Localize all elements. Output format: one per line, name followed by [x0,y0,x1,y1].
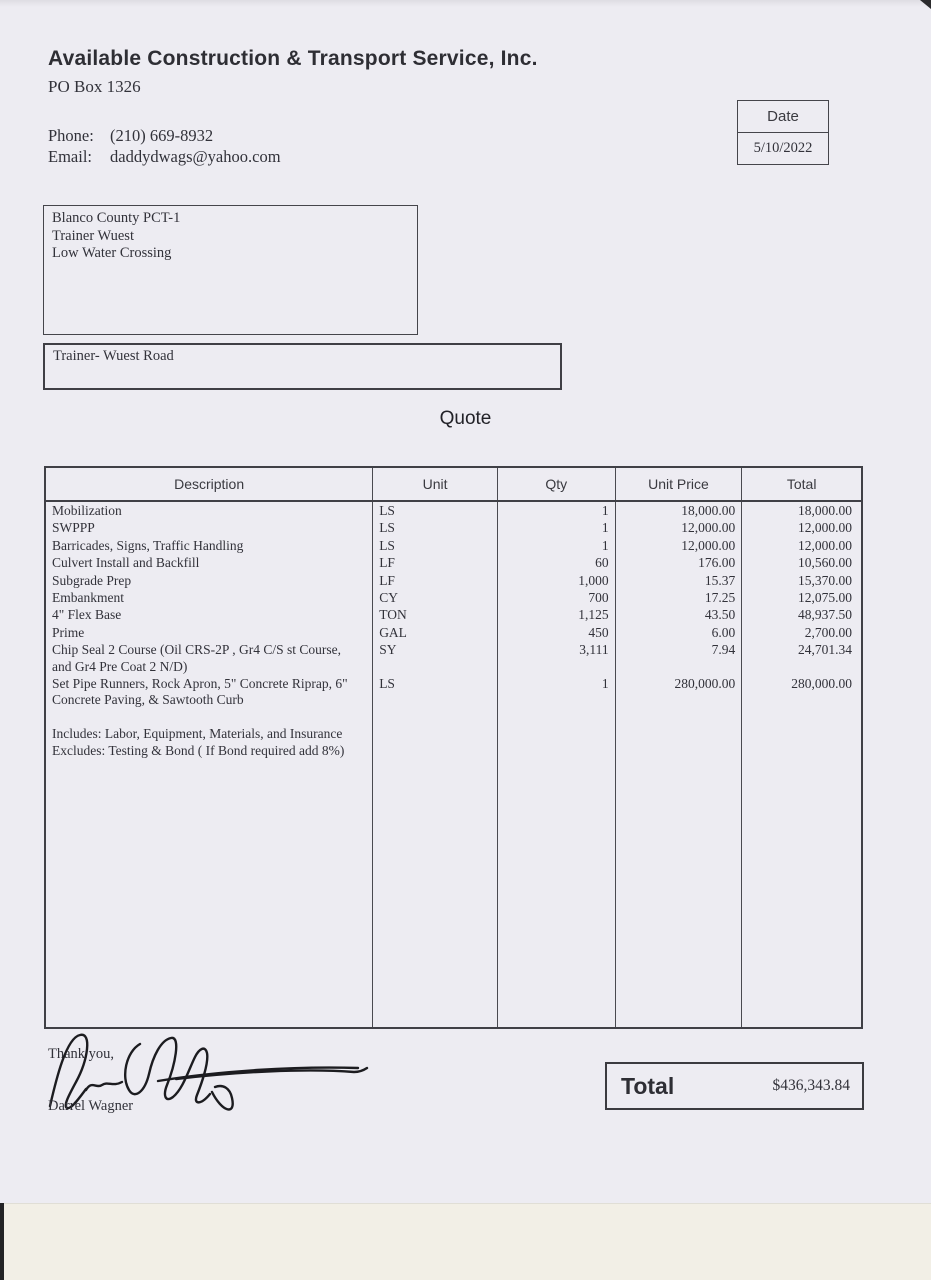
row-qty: 1,000 [498,572,616,589]
row-unit-price [616,725,743,742]
row-total: 12,000.00 [798,537,852,553]
table-row [46,537,861,554]
row-description: 4" Flex Base [46,606,373,623]
quote-title: Quote [439,408,492,429]
table-row [46,606,861,623]
customer-line: Low Water Crossing [52,245,172,261]
table-row [46,589,861,606]
customer-box [43,205,418,335]
row-qty [498,742,616,759]
quote-table [44,466,863,1029]
header-description: Description [46,468,373,500]
row-unit-price: 43.50 [616,606,743,623]
table-row [46,554,861,571]
row-description: Barricades, Signs, Traffic Handling [46,537,373,554]
total-box [605,1062,864,1110]
table-spacer-row [46,709,861,725]
row-qty: 450 [498,624,616,641]
row-qty: 700 [498,589,616,606]
row-description: Excludes: Testing & Bond ( If Bond required add 8%) [46,742,373,759]
date-box [737,100,829,165]
row-total: 10,560.00 [798,555,852,571]
header-unit-price: Unit Price [616,468,743,500]
row-description: Prime [46,624,373,641]
phone-line [48,126,213,146]
table-header-row [46,468,861,502]
row-unit-price: 280,000.00 [616,675,743,709]
scan-corner-artifact [920,0,931,9]
header-unit: Unit [373,468,498,500]
table-item-rows [46,502,861,709]
row-description: Chip Seal 2 Course (Oil CRS-2P , Gr4 C/S st Course, and Gr4 Pre Coat 2 N/D) [46,641,373,675]
table-row [46,519,861,536]
customer-line: Blanco County PCT-1 [52,210,181,226]
row-unit: TON [373,606,498,623]
row-total: 280,000.00 [791,676,852,692]
row-unit: LS [373,502,498,519]
row-unit: CY [373,589,498,606]
row-unit-price: 6.00 [616,624,743,641]
row-qty [498,725,616,742]
row-unit: LF [373,554,498,571]
row-description: Subgrade Prep [46,572,373,589]
scanner-bed-band [0,1203,931,1280]
row-unit: LF [373,572,498,589]
row-total: 15,370.00 [798,572,852,588]
row-total: 2,700.00 [804,624,852,640]
header-total: Total [786,476,817,492]
row-qty: 1 [498,537,616,554]
thank-you-text: Thank you, [48,1046,115,1062]
project-box [43,343,562,390]
row-total [742,725,861,742]
email-value: daddydwags@yahoo.com [110,147,281,166]
table-body [46,502,861,1027]
row-unit-price: 12,000.00 [616,519,743,536]
row-qty: 1 [498,519,616,536]
phone-label: Phone: [48,126,94,145]
table-filler-row [46,760,861,1027]
row-unit-price: 15.37 [616,572,743,589]
table-row [46,742,861,759]
row-unit: GAL [373,624,498,641]
row-unit-price: 12,000.00 [616,537,743,554]
row-description: Set Pipe Runners, Rock Apron, 5" Concrete Riprap, 6" Concrete Paving, & Sawtooth Curb [46,675,373,709]
row-description: Mobilization [46,502,373,519]
phone-value: (210) 669-8932 [110,126,214,145]
row-qty: 60 [498,554,616,571]
company-po-box: PO Box 1326 [48,77,141,96]
row-qty: 1 [498,502,616,519]
table-row [46,502,861,519]
table-row [46,725,861,742]
table-row [46,675,861,709]
header-qty: Qty [498,468,616,500]
row-unit [373,742,498,759]
scan-top-edge [0,0,931,7]
company-name: Available Construction & Transport Service, Inc. [48,47,538,70]
date-value: 5/10/2022 [753,140,813,156]
row-description: Includes: Labor, Equipment, Materials, and Insurance [46,725,373,742]
date-label: Date [738,101,828,133]
row-total: 24,701.34 [798,642,852,658]
row-total: 48,937.50 [798,607,852,623]
row-total [742,742,861,759]
row-qty: 1 [498,675,616,709]
row-unit: LS [373,519,498,536]
row-total: 12,000.00 [798,520,852,536]
row-unit-price: 176.00 [616,554,743,571]
signer-name: Darrel Wagner [48,1098,134,1114]
row-unit-price: 17.25 [616,589,743,606]
row-total: 18,000.00 [798,503,852,518]
row-description: Embankment [46,589,373,606]
email-line [48,147,281,167]
scan-left-edge-artifact [0,1203,4,1280]
row-unit-price: 7.94 [616,641,743,675]
row-unit: SY [373,641,498,675]
row-description: SWPPP [46,519,373,536]
total-label: Total [621,1072,675,1099]
row-description: Culvert Install and Backfill [46,554,373,571]
project-line: Trainer- Wuest Road [53,348,174,364]
table-row [46,572,861,589]
row-unit-price [616,742,743,759]
customer-line: Trainer Wuest [52,227,134,244]
row-qty: 3,111 [498,641,616,675]
row-unit: LS [373,675,498,709]
row-unit: LS [373,537,498,554]
total-value: $436,343.84 [772,1077,850,1094]
row-unit-price: 18,000.00 [616,502,743,519]
row-total: 12,075.00 [798,590,852,606]
table-row [46,624,861,641]
row-unit [373,725,498,742]
table-note-rows [46,725,861,760]
row-qty: 1,125 [498,606,616,623]
table-row [46,641,861,675]
email-label: Email: [48,147,92,166]
